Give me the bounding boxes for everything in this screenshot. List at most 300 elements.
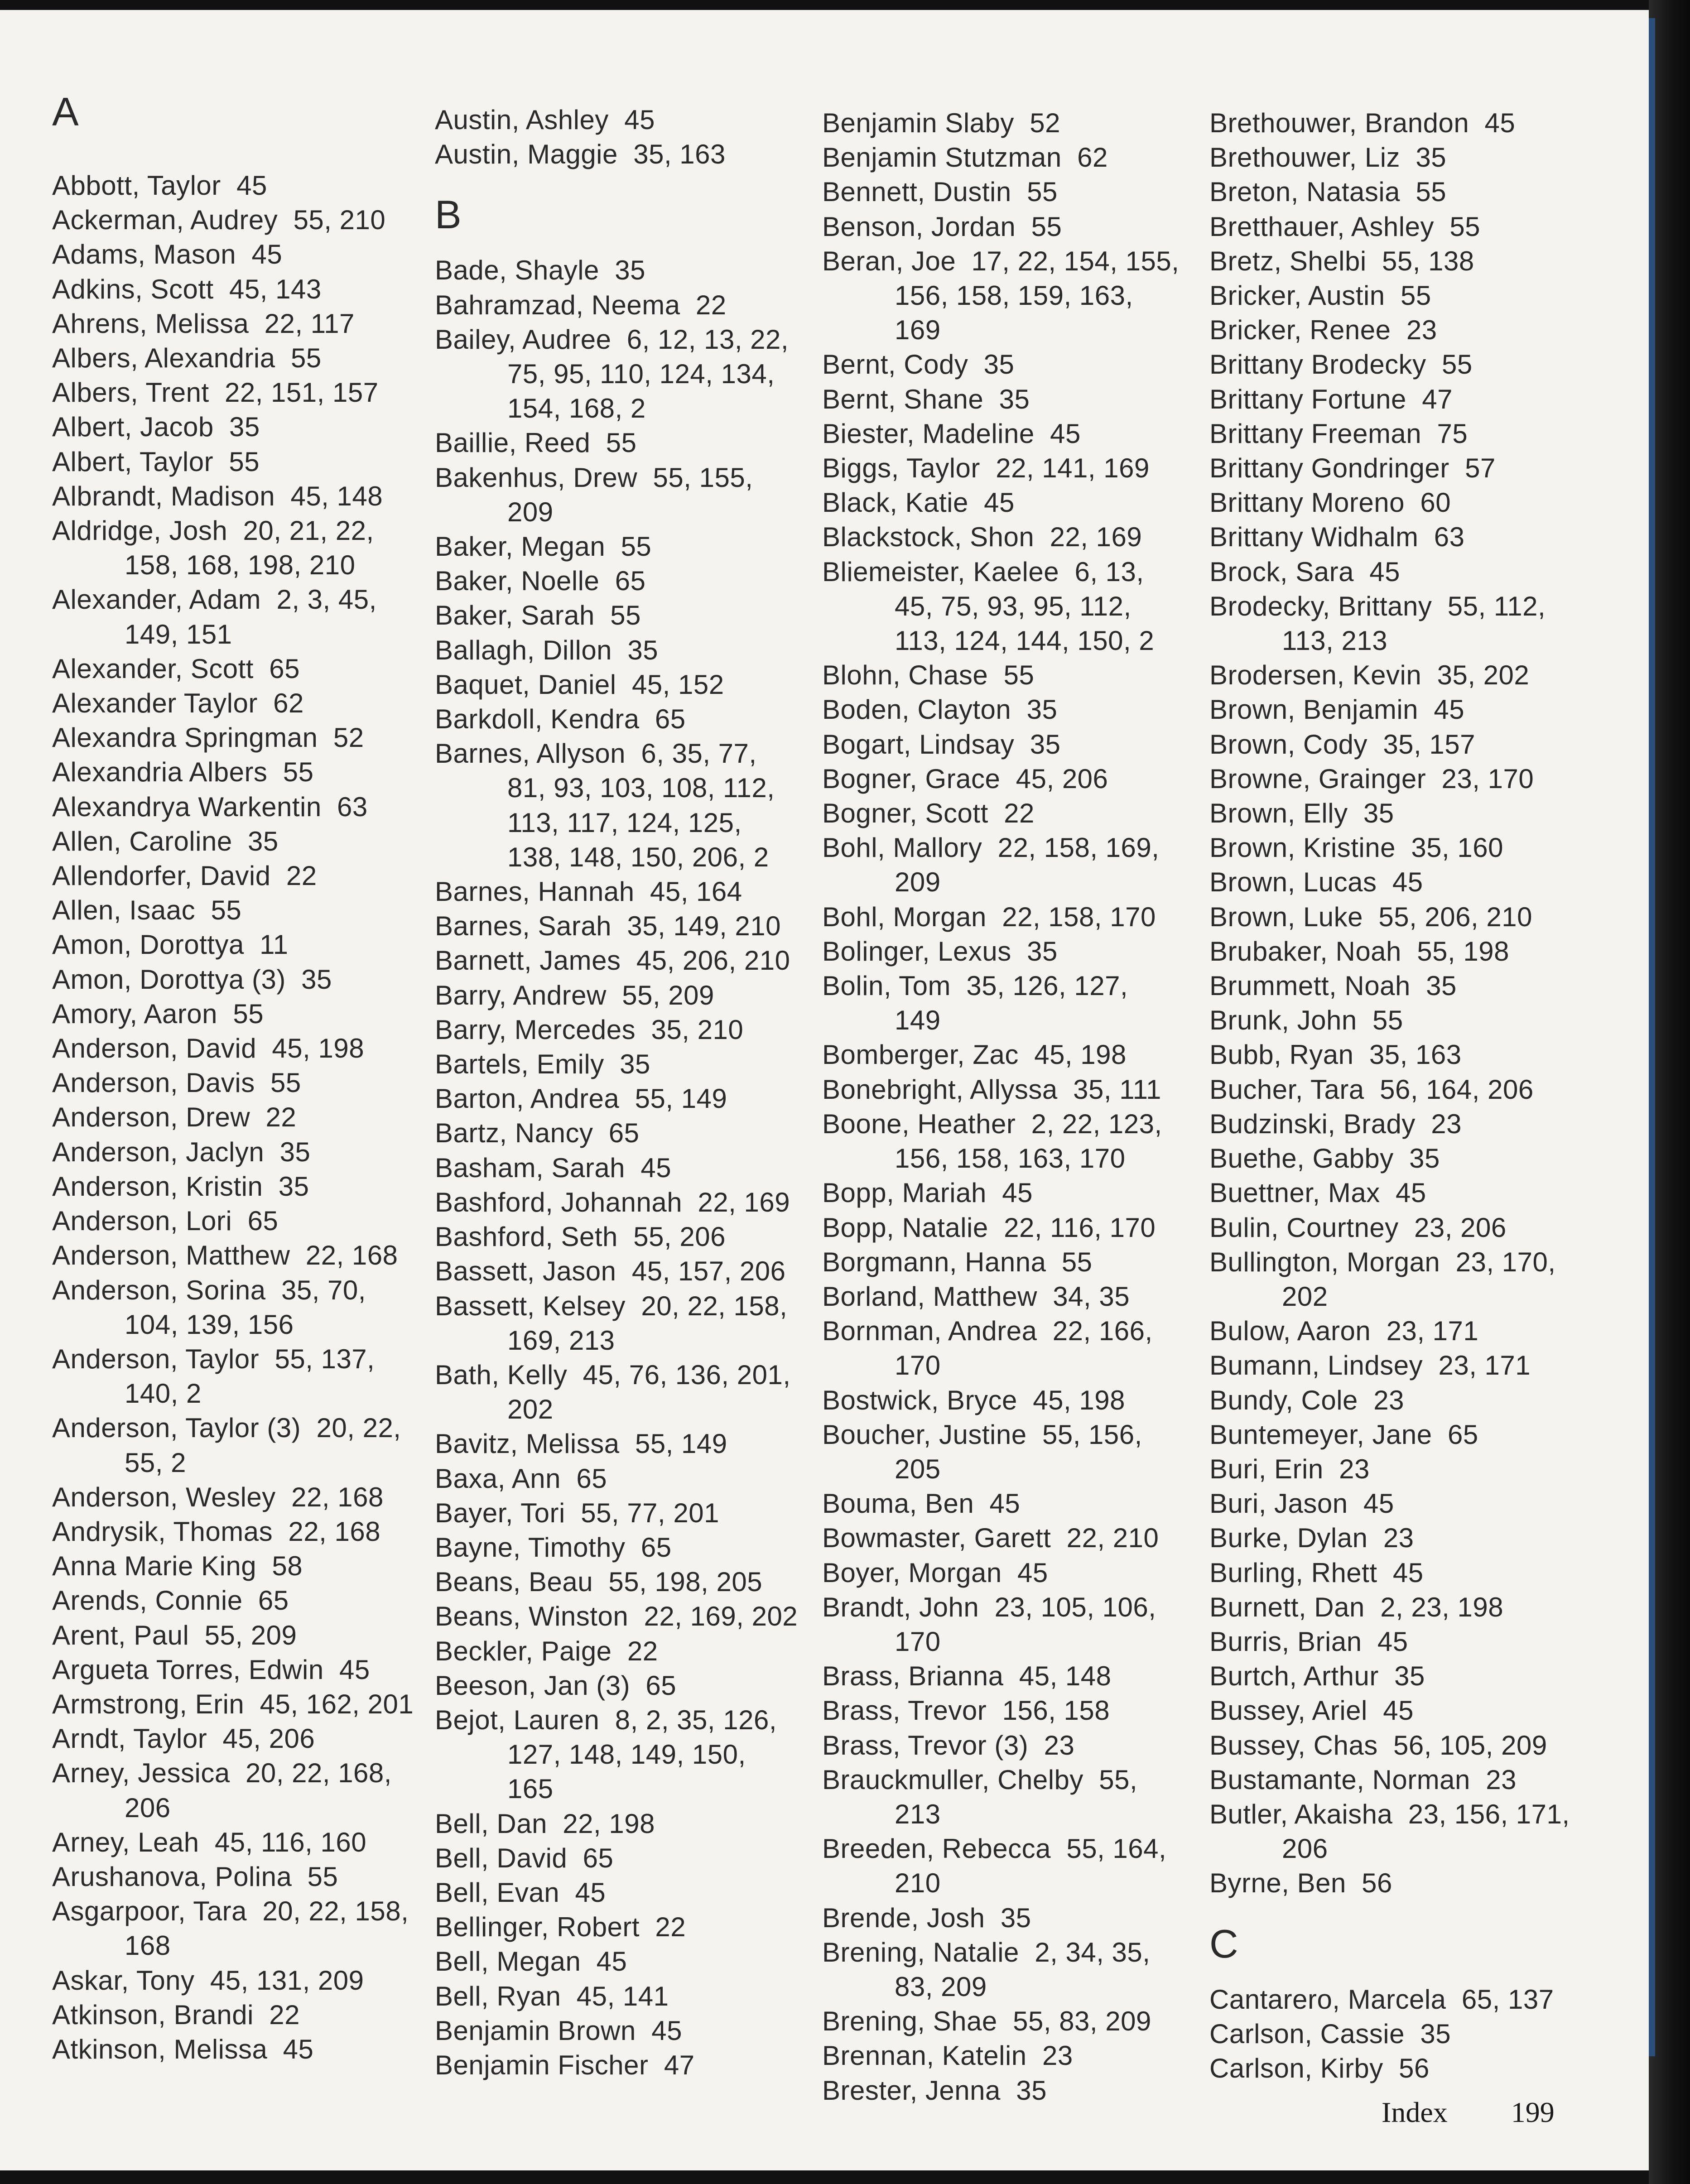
entry-continuation: 170 [895, 1350, 941, 1381]
entry-text: Austin, Maggie 35, 163 [435, 139, 726, 170]
entry-text: Barnes, Sarah 35, 149, 210 [435, 911, 781, 942]
entry-continuation: 45, 75, 93, 95, 112, [895, 591, 1131, 621]
index-entry [1209, 2017, 1585, 2051]
entry-text: Barnett, James 45, 206, 210 [435, 945, 790, 976]
entry-continuation: 209 [507, 496, 554, 527]
index-entry [52, 1687, 428, 1722]
entry-text: Bayer, Tori 55, 77, 201 [435, 1497, 719, 1528]
entry-text: Albert, Jacob 35 [52, 412, 260, 443]
entry-continuation: 55, 2 [125, 1447, 186, 1478]
index-entry [435, 943, 811, 978]
entry-continuation: 213 [895, 1799, 941, 1829]
entry-text: Buethe, Gabby 35 [1209, 1143, 1440, 1174]
index-entry [1209, 313, 1585, 347]
index-entry [1209, 1383, 1585, 1418]
index-column-2 [435, 103, 811, 2083]
entry-text: Bashford, Seth 55, 206 [435, 1222, 726, 1252]
index-entry [52, 1204, 428, 1238]
index-entry [52, 272, 428, 307]
index-entry [1209, 1763, 1585, 1797]
index-entry [435, 1979, 811, 2014]
entry-text: Burnett, Dan 2, 23, 198 [1209, 1592, 1504, 1622]
index-entry [822, 210, 1198, 244]
entry-text: Borland, Matthew 34, 35 [822, 1281, 1130, 1312]
index-entry [52, 2032, 428, 2067]
index-entry [822, 727, 1198, 762]
section-letter-heading: B [435, 192, 462, 237]
entry-text: Bennett, Dustin 55 [822, 177, 1058, 207]
entry-text: Buettner, Max 45 [1209, 1178, 1426, 1208]
index-entry [435, 668, 811, 702]
index-entry [822, 1486, 1198, 1521]
entry-text: Anna Marie King 58 [52, 1551, 303, 1582]
entry-text: Bejot, Lauren 8, 2, 35, 126, [435, 1704, 777, 1735]
index-entry [1209, 1073, 1585, 1107]
index-entry [52, 824, 428, 859]
index-entry [1209, 1003, 1585, 1038]
index-entry [1209, 1141, 1585, 1176]
entry-text: Bahramzad, Neema 22 [435, 289, 727, 320]
index-entry [435, 137, 811, 172]
entry-continuation: 205 [895, 1453, 941, 1484]
entry-text: Benson, Jordan 55 [822, 211, 1062, 242]
entry-text: Bucher, Tara 56, 164, 206 [1209, 1074, 1534, 1105]
entry-continuation: 209 [895, 867, 941, 898]
index-entry [1209, 244, 1585, 279]
index-entry [1209, 2051, 1585, 2086]
index-entry [1209, 1452, 1585, 1486]
entry-text: Anderson, David 45, 198 [52, 1033, 365, 1064]
index-entry [1209, 451, 1585, 486]
index-entry [52, 755, 428, 789]
index-entry [822, 1314, 1198, 1383]
index-entry [435, 1807, 811, 1841]
entry-text: Atkinson, Brandi 22 [52, 1999, 300, 2030]
entry-text: Anderson, Sorina 35, 70, [52, 1275, 366, 1305]
index-entry [1209, 1211, 1585, 1245]
index-entry [435, 1496, 811, 1530]
entry-text: Biester, Madeline 45 [822, 418, 1081, 449]
index-page [0, 10, 1649, 2170]
entry-text: Benjamin Stutzman 62 [822, 142, 1108, 173]
index-entry [435, 1876, 811, 1910]
entry-text: Carlson, Cassie 35 [1209, 2018, 1451, 2049]
entry-text: Bopp, Mariah 45 [822, 1178, 1033, 1208]
entry-continuation: 83, 209 [895, 1971, 987, 2002]
entry-text: Brening, Natalie 2, 34, 35, [822, 1937, 1151, 1968]
index-entry [435, 1669, 811, 1703]
index-entry [1209, 1521, 1585, 1555]
index-entry [435, 633, 811, 668]
entry-text: Benjamin Slaby 52 [822, 108, 1060, 138]
entry-text: Barry, Andrew 55, 209 [435, 980, 714, 1010]
index-entry [435, 461, 811, 529]
index-entry [1209, 210, 1585, 244]
entry-text: Alexandrya Warkentin 63 [52, 791, 368, 822]
index-entry [435, 103, 811, 137]
index-entry [1209, 1314, 1585, 1348]
entry-text: Bartz, Nancy 65 [435, 1118, 640, 1149]
entry-text: Bell, Dan 22, 198 [435, 1808, 655, 1839]
entry-text: Beeson, Jan (3) 65 [435, 1670, 677, 1701]
entry-continuation: 127, 148, 149, 150, [507, 1739, 746, 1770]
entry-text: Allen, Caroline 35 [52, 826, 279, 856]
entry-text: Bricker, Austin 55 [1209, 280, 1431, 311]
index-entry [52, 962, 428, 997]
entry-text: Anderson, Kristin 35 [52, 1171, 309, 1202]
entry-continuation: 113, 124, 144, 150, 2 [895, 625, 1155, 656]
entry-text: Boyer, Morgan 45 [822, 1557, 1048, 1588]
entry-text: Arent, Paul 55, 209 [52, 1620, 297, 1650]
entry-text: Bowmaster, Garett 22, 210 [822, 1523, 1159, 1554]
entry-text: Brauckmuller, Chelby 55, [822, 1764, 1138, 1795]
entry-continuation: 140, 2 [125, 1378, 202, 1409]
entry-text: Arushanova, Polina 55 [52, 1861, 338, 1892]
entry-text: Alexander Taylor 62 [52, 688, 304, 719]
index-entry [1209, 831, 1585, 865]
index-entry [822, 1211, 1198, 1245]
index-entry [1209, 865, 1585, 900]
entry-continuation: 156, 158, 163, 170 [895, 1143, 1126, 1174]
entry-continuation: 202 [507, 1394, 554, 1425]
index-entry [52, 721, 428, 755]
index-entry [435, 2014, 811, 2048]
entry-text: Bolin, Tom 35, 126, 127, [822, 971, 1128, 1001]
entry-text: Baker, Megan 55 [435, 531, 652, 562]
index-entry [435, 598, 811, 633]
index-entry [822, 969, 1198, 1038]
index-entry [1209, 1107, 1585, 1141]
entry-text: Adkins, Scott 45, 143 [52, 274, 322, 304]
entry-text: Anderson, Taylor 55, 137, [52, 1343, 375, 1374]
entry-text: Bubb, Ryan 35, 163 [1209, 1039, 1462, 1070]
index-entry [52, 1342, 428, 1411]
index-entry [1209, 762, 1585, 796]
index-entry [1209, 1418, 1585, 1452]
index-entry [52, 410, 428, 444]
entry-text: Albert, Taylor 55 [52, 446, 260, 477]
index-entry [1209, 1590, 1585, 1625]
entry-text: Borgmann, Hanna 55 [822, 1246, 1093, 1277]
index-entry [1209, 382, 1585, 417]
entry-text: Arney, Leah 45, 116, 160 [52, 1827, 367, 1857]
index-entry [52, 514, 428, 582]
entry-text: Brittany Brodecky 55 [1209, 349, 1473, 380]
entry-text: Bellinger, Robert 22 [435, 1912, 686, 1943]
entry-continuation: 75, 95, 110, 124, 134, [507, 359, 775, 390]
entry-continuation: 168 [125, 1930, 171, 1961]
index-entry [435, 288, 811, 322]
entry-text: Bakenhus, Drew 55, 155, [435, 462, 753, 493]
entry-text: Browne, Grainger 23, 170 [1209, 763, 1534, 794]
index-entry [435, 1530, 811, 1565]
entry-text: Ahrens, Melissa 22, 117 [52, 308, 355, 339]
index-entry [1209, 1245, 1585, 1314]
index-entry [52, 1894, 428, 1963]
entry-text: Bernt, Shane 35 [822, 384, 1030, 414]
index-entry [52, 1998, 428, 2032]
index-entry [52, 1825, 428, 1860]
index-entry [822, 1176, 1198, 1210]
entry-text: Bohl, Morgan 22, 158, 170 [822, 901, 1156, 932]
index-entry [822, 762, 1198, 796]
index-entry [822, 1901, 1198, 1935]
page-footer [1382, 2096, 1555, 2129]
entry-text: Albers, Alexandria 55 [52, 343, 322, 374]
entry-text: Barkdoll, Kendra 65 [435, 704, 686, 735]
index-entry [1209, 727, 1585, 762]
index-entry [822, 244, 1198, 348]
index-entry [52, 1411, 428, 1480]
entry-text: Bustamante, Norman 23 [1209, 1764, 1517, 1795]
index-entry [435, 1462, 811, 1496]
index-entry [822, 1107, 1198, 1176]
index-entry [1209, 140, 1585, 175]
entry-text: Burke, Dylan 23 [1209, 1523, 1414, 1554]
index-entry [822, 382, 1198, 417]
index-entry [822, 796, 1198, 831]
index-entry [1209, 279, 1585, 313]
entry-continuation: 158, 168, 198, 210 [125, 550, 356, 581]
entry-text: Bogart, Lindsay 35 [822, 729, 1061, 760]
entry-text: Burling, Rhett 45 [1209, 1557, 1424, 1588]
index-entry [822, 1832, 1198, 1900]
entry-text: Bade, Shayle 35 [435, 255, 646, 286]
entry-text: Barry, Mercedes 35, 210 [435, 1014, 744, 1045]
index-entry [435, 1599, 811, 1634]
index-entry [822, 2073, 1198, 2108]
entry-text: Alexander, Adam 2, 3, 45, [52, 584, 377, 615]
entry-text: Brittany Freeman 75 [1209, 418, 1468, 449]
footer-label: Index [1382, 2096, 1448, 2128]
index-entry [435, 1427, 811, 1461]
index-entry [822, 934, 1198, 969]
index-entry [435, 1082, 811, 1116]
index-entry [435, 1841, 811, 1876]
entry-text: Bornman, Andrea 22, 166, [822, 1316, 1153, 1347]
index-entry [52, 997, 428, 1031]
index-entry [822, 486, 1198, 520]
index-entry [435, 2048, 811, 2083]
index-entry [52, 1031, 428, 1066]
index-entry [52, 859, 428, 893]
section-letter-heading: C [1209, 1921, 1239, 1966]
index-entry [435, 1116, 811, 1150]
index-entry [435, 1944, 811, 1979]
index-entry [1209, 589, 1585, 658]
index-entry [52, 1066, 428, 1100]
entry-text: Bumann, Lindsey 23, 171 [1209, 1350, 1531, 1381]
entry-text: Armstrong, Erin 45, 162, 201 [52, 1689, 414, 1719]
entry-text: Bashford, Johannah 22, 169 [435, 1187, 790, 1217]
entry-text: Barton, Andrea 55, 149 [435, 1083, 727, 1114]
index-entry [1209, 1797, 1585, 1866]
index-entry [822, 417, 1198, 451]
entry-text: Brubaker, Noah 55, 198 [1209, 936, 1509, 967]
entry-continuation: 206 [1282, 1833, 1328, 1864]
index-entry [435, 1220, 811, 1254]
index-entry [1209, 347, 1585, 382]
index-entry [52, 1963, 428, 1998]
index-entry [52, 1722, 428, 1756]
entry-continuation: 149, 151 [125, 619, 232, 649]
entry-continuation: 149 [895, 1005, 941, 1036]
entry-text: Blohn, Chase 55 [822, 660, 1035, 691]
index-entry [822, 106, 1198, 140]
entry-text: Bogner, Scott 22 [822, 798, 1035, 829]
index-entry [822, 2004, 1198, 2039]
entry-text: Biggs, Taylor 22, 141, 169 [822, 453, 1150, 484]
entry-text: Arndt, Taylor 45, 206 [52, 1723, 315, 1754]
entry-text: Brende, Josh 35 [822, 1902, 1031, 1933]
entry-text: Brittany Widhalm 63 [1209, 522, 1465, 553]
entry-text: Beckler, Paige 22 [435, 1636, 658, 1666]
index-entry [435, 736, 811, 875]
index-entry [435, 1358, 811, 1427]
index-entry [1209, 1038, 1585, 1072]
entry-text: Bell, Ryan 45, 141 [435, 1981, 669, 2011]
index-entry [52, 1135, 428, 1169]
index-entry [822, 347, 1198, 382]
entry-text: Bussey, Ariel 45 [1209, 1695, 1414, 1726]
entry-continuation: 169, 213 [507, 1325, 615, 1356]
entry-text: Basham, Sarah 45 [435, 1152, 672, 1183]
index-entry [435, 253, 811, 288]
index-entry [435, 529, 811, 564]
entry-text: Allendorfer, David 22 [52, 861, 317, 891]
index-entry [822, 1038, 1198, 1072]
entry-text: Brunk, John 55 [1209, 1005, 1403, 1036]
index-entry [1209, 1659, 1585, 1693]
index-entry [1209, 1625, 1585, 1659]
index-entry [52, 1583, 428, 1618]
index-entry [1209, 1693, 1585, 1728]
entry-text: Anderson, Lori 65 [52, 1206, 279, 1236]
entry-text: Bulin, Courtney 23, 206 [1209, 1212, 1507, 1243]
index-entry [1209, 796, 1585, 831]
index-entry [52, 1480, 428, 1515]
entry-text: Anderson, Taylor (3) 20, 22, [52, 1413, 401, 1443]
index-entry [52, 375, 428, 410]
entry-text: Buri, Erin 23 [1209, 1453, 1370, 1484]
entry-text: Bohl, Mallory 22, 158, 169, [822, 832, 1160, 863]
entry-text: Anderson, Wesley 22, 168 [52, 1482, 384, 1512]
entry-text: Burris, Brian 45 [1209, 1626, 1408, 1657]
entry-text: Brock, Sara 45 [1209, 556, 1401, 587]
index-entry [822, 520, 1198, 554]
entry-text: Bulow, Aaron 23, 171 [1209, 1316, 1479, 1347]
entry-continuation: 156, 158, 159, 163, [895, 280, 1133, 311]
index-entry [822, 1280, 1198, 1314]
entry-text: Blackstock, Shon 22, 169 [822, 522, 1142, 553]
entry-text: Brass, Trevor 156, 158 [822, 1695, 1110, 1726]
entry-text: Buri, Jason 45 [1209, 1488, 1394, 1519]
book-spine-strip [1649, 18, 1655, 2056]
index-entry [1209, 106, 1585, 140]
index-entry [1209, 693, 1585, 727]
index-entry [52, 203, 428, 237]
entry-text: Albrandt, Madison 45, 148 [52, 481, 383, 511]
index-entry [1209, 934, 1585, 969]
entry-text: Arney, Jessica 20, 22, 168, [52, 1758, 392, 1789]
entry-text: Ackerman, Audrey 55, 210 [52, 205, 386, 236]
index-entry [822, 658, 1198, 693]
entry-text: Bomberger, Zac 45, 198 [822, 1039, 1127, 1070]
entry-text: Bussey, Chas 56, 105, 209 [1209, 1730, 1547, 1761]
index-entry [435, 978, 811, 1013]
entry-text: Brass, Trevor (3) 23 [822, 1730, 1075, 1761]
index-entry [52, 582, 428, 651]
index-entry [1209, 658, 1585, 693]
entry-text: Carlson, Kirby 56 [1209, 2053, 1430, 2083]
entry-text: Butler, Akaisha 23, 156, 171, [1209, 1799, 1570, 1829]
index-column-3 [822, 106, 1198, 2108]
entry-text: Buntemeyer, Jane 65 [1209, 1419, 1478, 1450]
entry-continuation: 81, 93, 103, 108, 112, [507, 773, 775, 803]
entry-text: Allen, Isaac 55 [52, 895, 242, 926]
entry-text: Baillie, Reed 55 [435, 428, 637, 458]
entry-text: Bell, David 65 [435, 1842, 614, 1873]
entry-text: Boucher, Justine 55, 156, [822, 1419, 1142, 1450]
entry-text: Beans, Winston 22, 169, 202 [435, 1601, 798, 1632]
entry-text: Bretthauer, Ashley 55 [1209, 211, 1481, 242]
index-entry [52, 1653, 428, 1687]
index-entry [435, 1910, 811, 1944]
entry-continuation: 138, 148, 150, 206, 2 [507, 842, 769, 872]
entry-text: Amon, Dorottya (3) 35 [52, 964, 332, 995]
index-entry [52, 445, 428, 479]
index-entry [822, 1073, 1198, 1107]
index-entry [435, 1703, 811, 1807]
entry-text: Anderson, Davis 55 [52, 1068, 301, 1098]
entry-text: Bostwick, Bryce 45, 198 [822, 1385, 1125, 1415]
index-entry [435, 702, 811, 736]
entry-text: Brown, Luke 55, 206, 210 [1209, 901, 1532, 932]
entry-text: Cantarero, Marcela 65, 137 [1209, 1984, 1554, 2015]
entry-text: Baker, Sarah 55 [435, 600, 641, 631]
entry-text: Breton, Natasia 55 [1209, 177, 1447, 207]
entry-text: Budzinski, Brady 23 [1209, 1108, 1462, 1139]
index-entry [822, 555, 1198, 659]
entry-continuation: 113, 117, 124, 125, [507, 807, 742, 838]
index-entry [435, 1151, 811, 1185]
entry-continuation: 113, 213 [1282, 625, 1388, 656]
entry-text: Brodersen, Kevin 35, 202 [1209, 660, 1530, 691]
index-entry [822, 1556, 1198, 1590]
index-entry [822, 1763, 1198, 1832]
entry-text: Alexander, Scott 65 [52, 653, 300, 684]
index-entry [1209, 1176, 1585, 1210]
entry-text: Bell, Evan 45 [435, 1877, 606, 1908]
index-entry [435, 1185, 811, 1220]
index-entry [1209, 1866, 1585, 1900]
index-entry [822, 831, 1198, 900]
entry-text: Brown, Lucas 45 [1209, 867, 1423, 898]
index-entry [52, 1238, 428, 1273]
entry-text: Bernt, Cody 35 [822, 349, 1015, 380]
entry-text: Anderson, Matthew 22, 168 [52, 1240, 398, 1271]
index-entry [1209, 1728, 1585, 1763]
index-entry [1209, 1556, 1585, 1590]
entry-text: Brown, Cody 35, 157 [1209, 729, 1476, 760]
index-entry [52, 1860, 428, 1894]
entry-text: Andrysik, Thomas 22, 168 [52, 1516, 381, 1547]
index-entry [1209, 1486, 1585, 1521]
index-entry [435, 322, 811, 426]
entry-text: Boden, Clayton 35 [822, 694, 1058, 725]
entry-text: Bell, Megan 45 [435, 1946, 627, 1977]
index-column-4 [1209, 106, 1585, 2086]
